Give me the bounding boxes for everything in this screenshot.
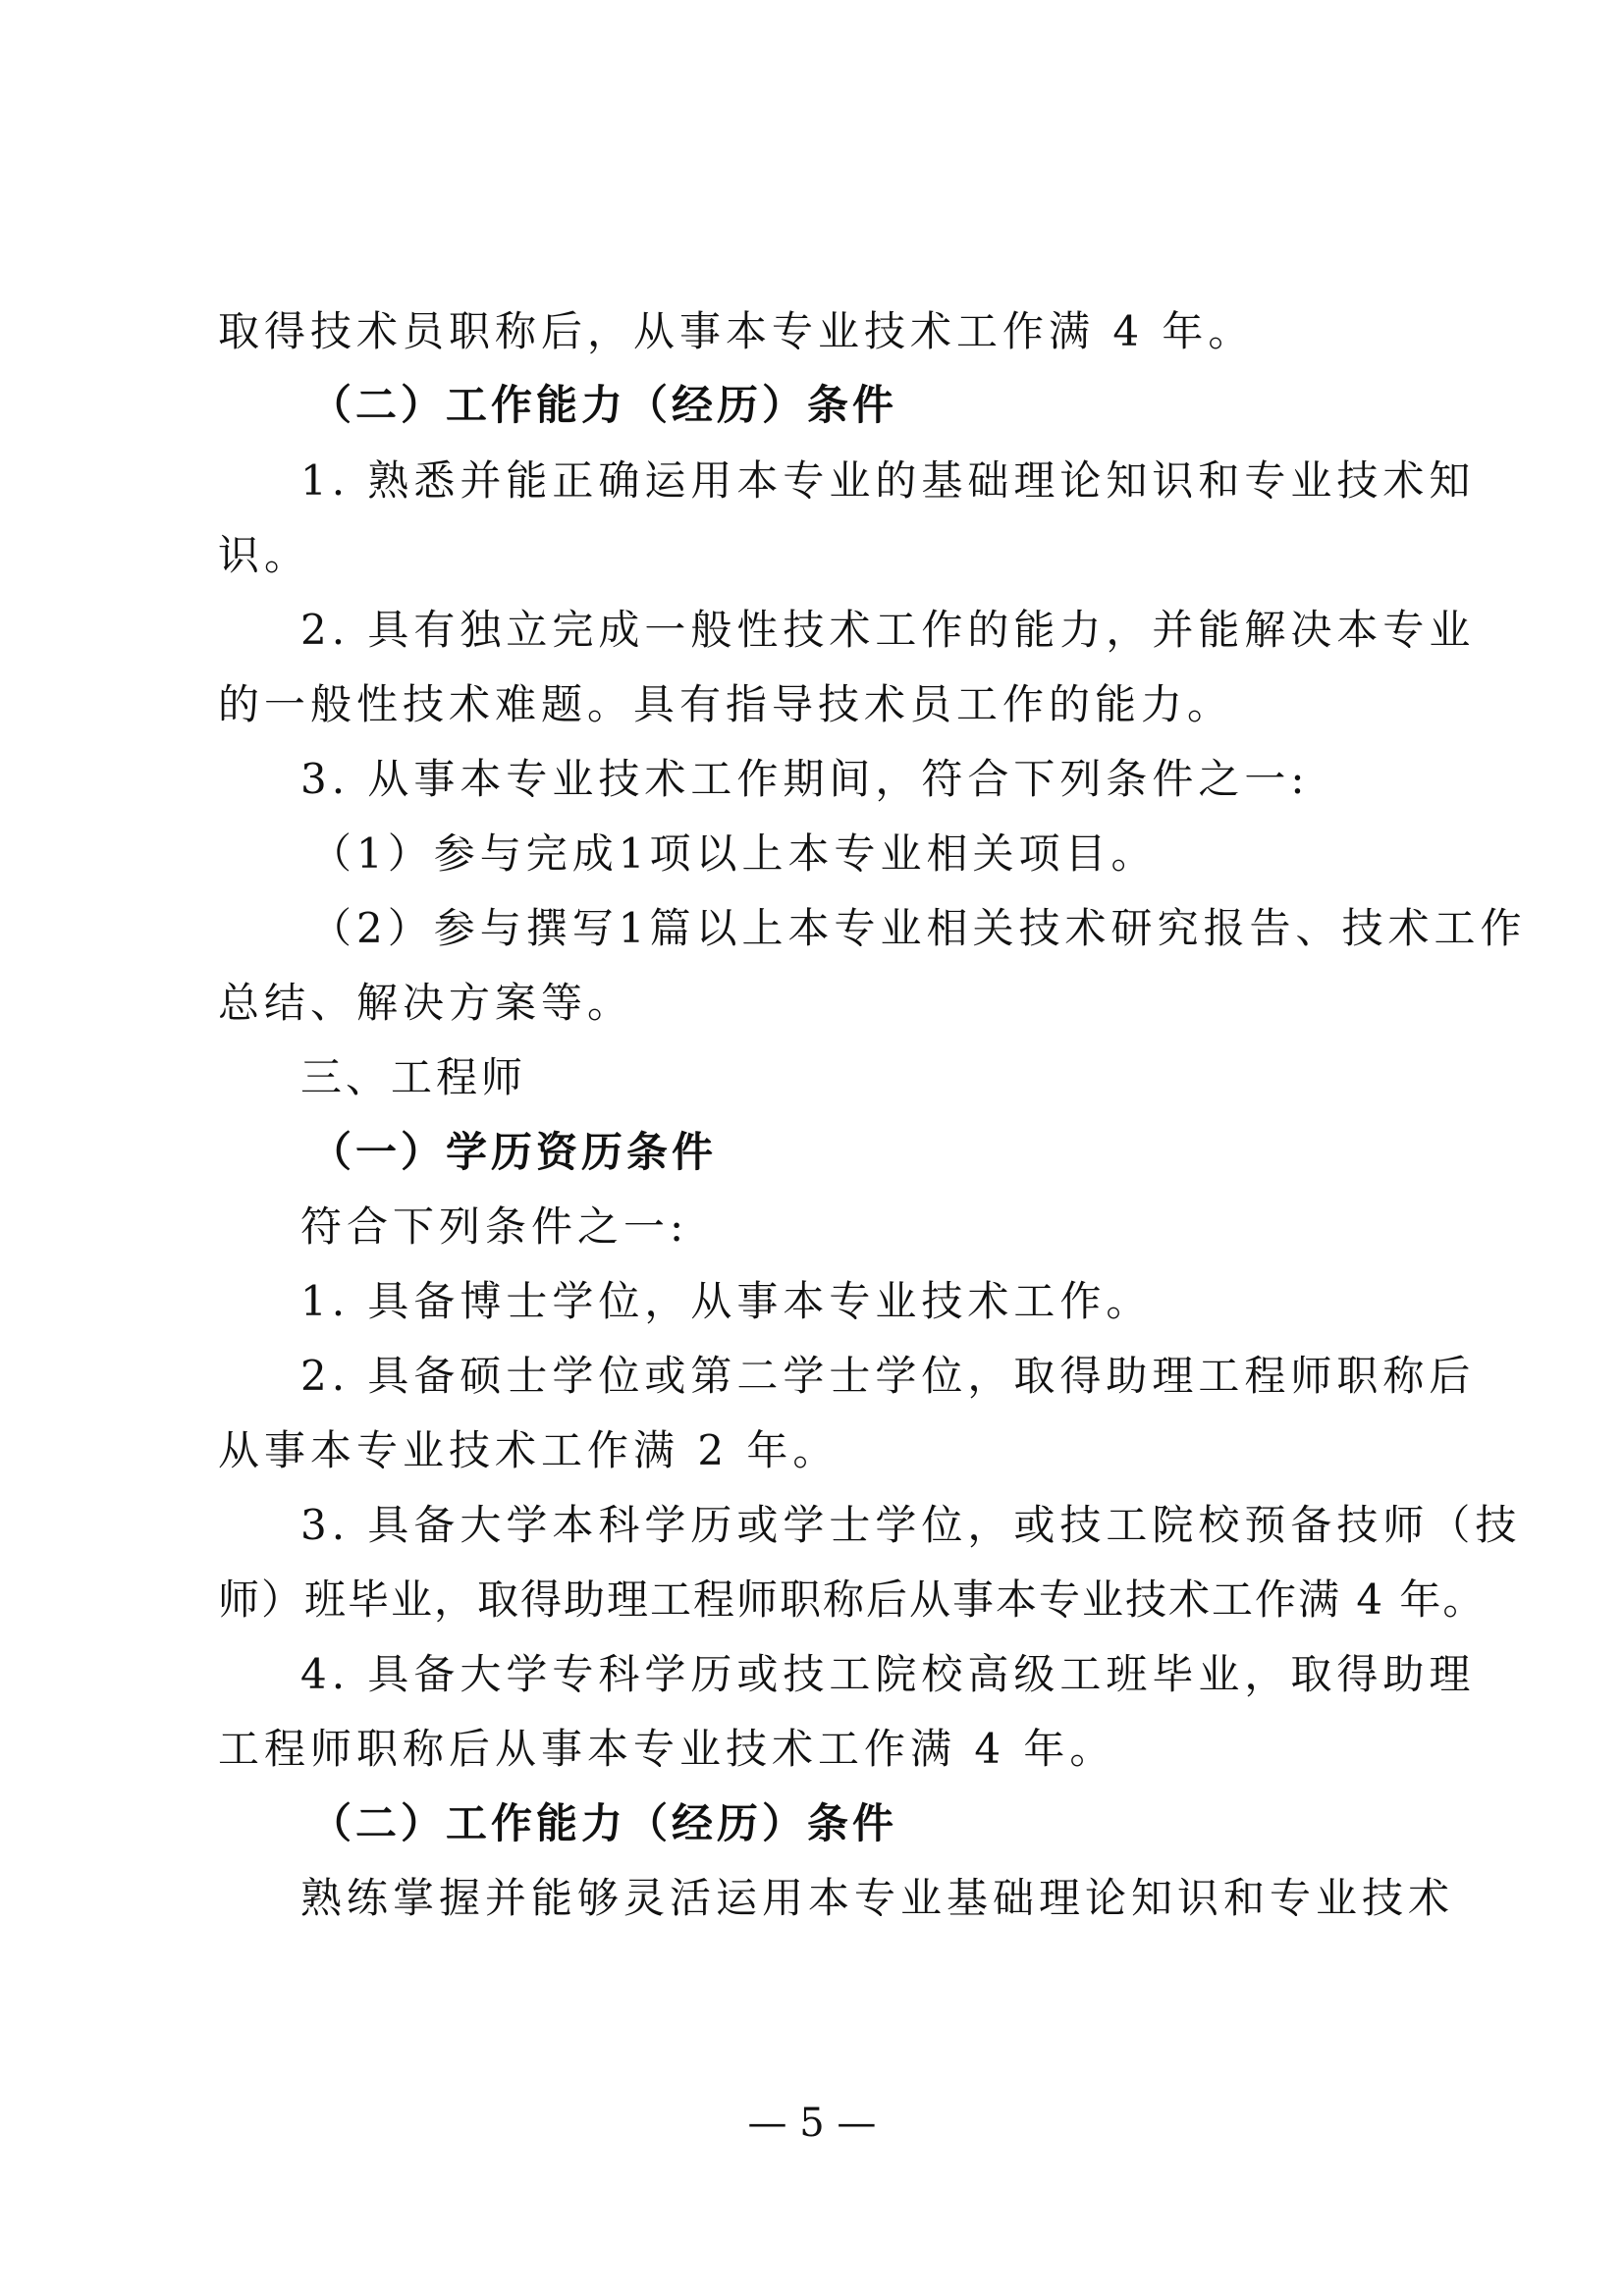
paragraph-line: 工程师职称后从事本专业技术工作满 4 年。 (218, 1725, 1116, 1773)
paragraph-line: 符合下列条件之一: (300, 1202, 689, 1251)
paragraph-line: 2. 具有独立完成一般性技术工作的能力，并能解决本专业 (300, 606, 1476, 654)
paragraph-line: 4. 具备大学专科学历或技工院校高级工班毕业，取得助理 (300, 1650, 1476, 1698)
paragraph-line: 识。 (218, 531, 311, 579)
page-number: — 5 — (747, 2101, 877, 2146)
paragraph-line: 熟练掌握并能够灵活运用本专业基础理论知识和专业技术 (300, 1874, 1455, 1922)
section-heading: （二）工作能力（经历）条件 (310, 1799, 898, 1847)
paragraph-line: 3. 从事本专业技术工作期间，符合下列条件之一: (300, 755, 1310, 803)
paragraph-line: 1. 具备博士学位，从事本专业技术工作。 (300, 1277, 1153, 1325)
paragraph-line: 的一般性技术难题。具有指导技术员工作的能力。 (218, 680, 1234, 728)
paragraph-line: 师）班毕业，取得助理工程师职称后从事本专业技术工作满 4 年。 (218, 1575, 1487, 1624)
paragraph-line: （1）参与完成1项以上本专业相关项目。 (310, 829, 1158, 878)
paragraph-line: 2. 具备硕士学位或第二学士学位，取得助理工程师职称后 (300, 1352, 1476, 1400)
section-heading: （二）工作能力（经历）条件 (310, 381, 898, 429)
paragraph-line: 取得技术员职称后，从事本专业技术工作满 4 年。 (218, 307, 1255, 355)
paragraph-line: （2）参与撰写1篇以上本专业相关技术研究报告、技术工作 (310, 904, 1527, 952)
section-title: 三、工程师 (300, 1053, 527, 1101)
paragraph-line: 1. 熟悉并能正确运用本专业的基础理论知识和专业技术知 (300, 456, 1476, 505)
section-heading: （一）学历资历条件 (310, 1128, 718, 1176)
paragraph-line: 总结、解决方案等。 (218, 979, 634, 1027)
paragraph-line: 3. 具备大学本科学历或学士学位，或技工院校预备技师（技 (300, 1501, 1522, 1549)
paragraph-line: 从事本专业技术工作满 2 年。 (218, 1426, 839, 1474)
